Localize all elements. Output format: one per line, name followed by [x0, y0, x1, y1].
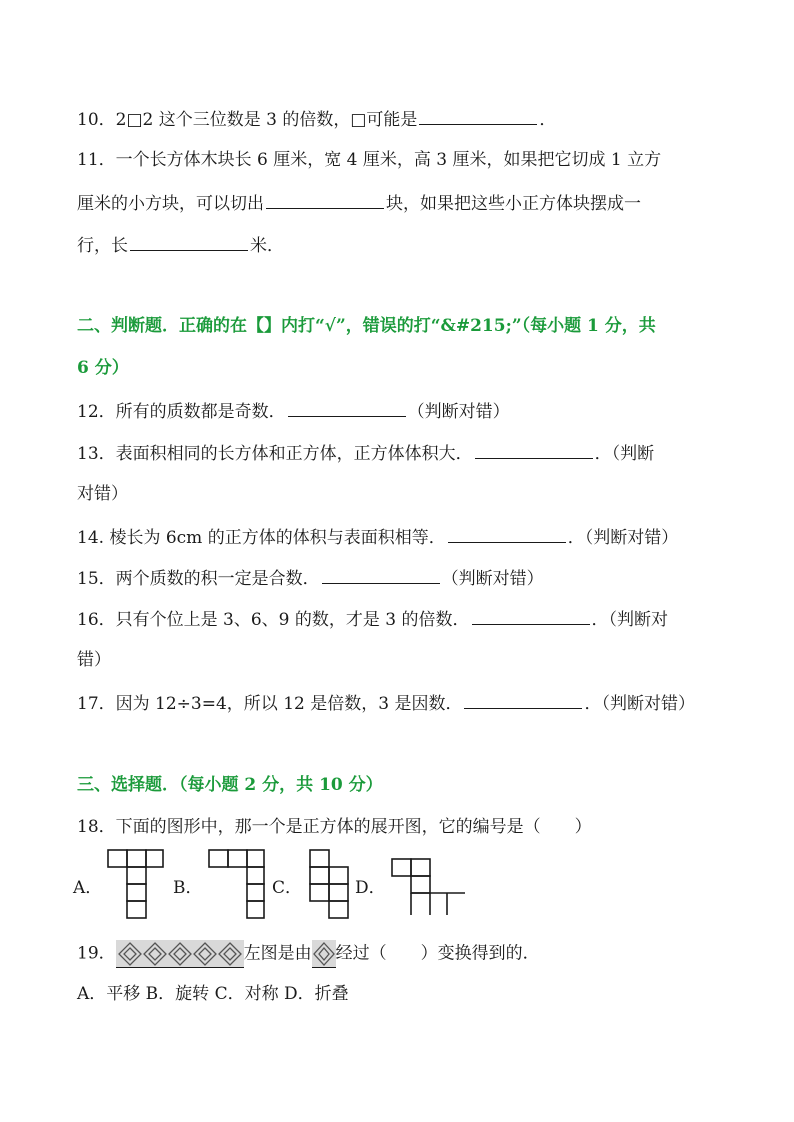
q14-text: 14. 棱长为 6cm 的正方体的体积与表面积相等． — [77, 528, 446, 548]
q11-line3-text-a: 行，长 — [77, 236, 128, 256]
q10-text: 10．2□2 这个三位数是 3 的倍数，□可能是 — [77, 110, 418, 130]
q14-suffix: ．（判断对错） — [567, 528, 679, 548]
q16-suffix: ．（判断对 — [591, 610, 669, 630]
q11-line2-text-b: 块，如果把这些小正方体块摆成一 — [386, 194, 641, 214]
q17-answer-blank[interactable] — [464, 690, 582, 709]
q18-option-d-net[interactable] — [390, 855, 470, 919]
question-11-line2 — [77, 190, 641, 216]
question-19 — [77, 940, 540, 968]
q12-suffix: （判断对错） — [407, 402, 510, 422]
q13-answer-blank[interactable] — [475, 440, 593, 459]
section-2-heading-line1: 二、判断题．正确的在【】内打“√”，错误的打“&#215;”（每小题 1 分，共 — [77, 316, 656, 336]
question-11-line3 — [77, 232, 284, 258]
question-11-line1: 11．一个长方体木块长 6 厘米，宽 4 厘米，高 3 厘米，如果把它切成 1 立方 — [77, 150, 662, 170]
q18-option-b-label[interactable]: B． — [173, 878, 203, 898]
q11-line2-text-a: 厘米的小方块，可以切出 — [77, 194, 264, 214]
q12-answer-blank[interactable] — [288, 398, 406, 417]
q19-text-b: 经过（ ）变换得到的． — [335, 943, 540, 964]
section-2-heading-line2: 6 分） — [77, 358, 129, 378]
q19-choices[interactable]: A．平移 B．旋转 C．对称 D．折叠 — [77, 984, 349, 1004]
q10-end: ． — [539, 110, 557, 130]
q15-answer-blank[interactable] — [322, 565, 440, 584]
q18-option-a-label[interactable]: A． — [73, 878, 103, 898]
question-17 — [77, 690, 695, 716]
q17-suffix: ．（判断对错） — [584, 694, 695, 714]
section-3-heading: 三、选择题．（每小题 2 分，共 10 分） — [77, 775, 383, 795]
q15-text: 15．两个质数的积一定是合数． — [77, 569, 320, 589]
q16-answer-blank[interactable] — [472, 606, 590, 625]
q14-answer-blank[interactable] — [448, 524, 566, 543]
question-12 — [77, 398, 510, 424]
question-15 — [77, 565, 544, 591]
q13-text: 13．表面积相同的长方体和正方体，正方体体积大． — [77, 444, 473, 464]
question-14 — [77, 524, 678, 550]
q18-option-a-net[interactable] — [106, 848, 166, 922]
q18-option-d-label[interactable]: D． — [355, 878, 386, 898]
question-10 — [77, 106, 556, 132]
q15-suffix: （判断对错） — [441, 569, 544, 589]
q18-option-c-label[interactable]: C． — [272, 878, 303, 898]
q19-number: 19． — [77, 943, 116, 964]
q18-option-b-net[interactable] — [207, 848, 267, 922]
q11-line3-text-b: 米． — [250, 236, 284, 256]
q11-length-blank[interactable] — [130, 232, 248, 251]
q18-option-c-net[interactable] — [304, 848, 354, 922]
question-18: 18．下面的图形中，那一个是正方体的展开图，它的编号是（ ） — [77, 817, 592, 837]
q17-text: 17．因为 12÷3=4，所以 12 是倍数，3 是因数． — [77, 694, 463, 714]
single-diamond-figure — [312, 940, 336, 968]
q13-suffix: ．（判断 — [594, 444, 655, 464]
q16-text: 16．只有个位上是 3、6、9 的数，才是 3 的倍数． — [77, 610, 470, 630]
diamond-band-figure — [116, 940, 244, 968]
q10-answer-blank[interactable] — [419, 106, 537, 125]
question-13-line1 — [77, 440, 654, 466]
question-16-line2: 错） — [77, 650, 111, 670]
question-16-line1 — [77, 606, 668, 632]
q12-text: 12．所有的质数都是奇数． — [77, 402, 286, 422]
question-13-line2: 对错） — [77, 484, 128, 504]
q11-count-blank[interactable] — [266, 190, 384, 209]
q19-text-a: 左图是由 — [243, 943, 312, 964]
